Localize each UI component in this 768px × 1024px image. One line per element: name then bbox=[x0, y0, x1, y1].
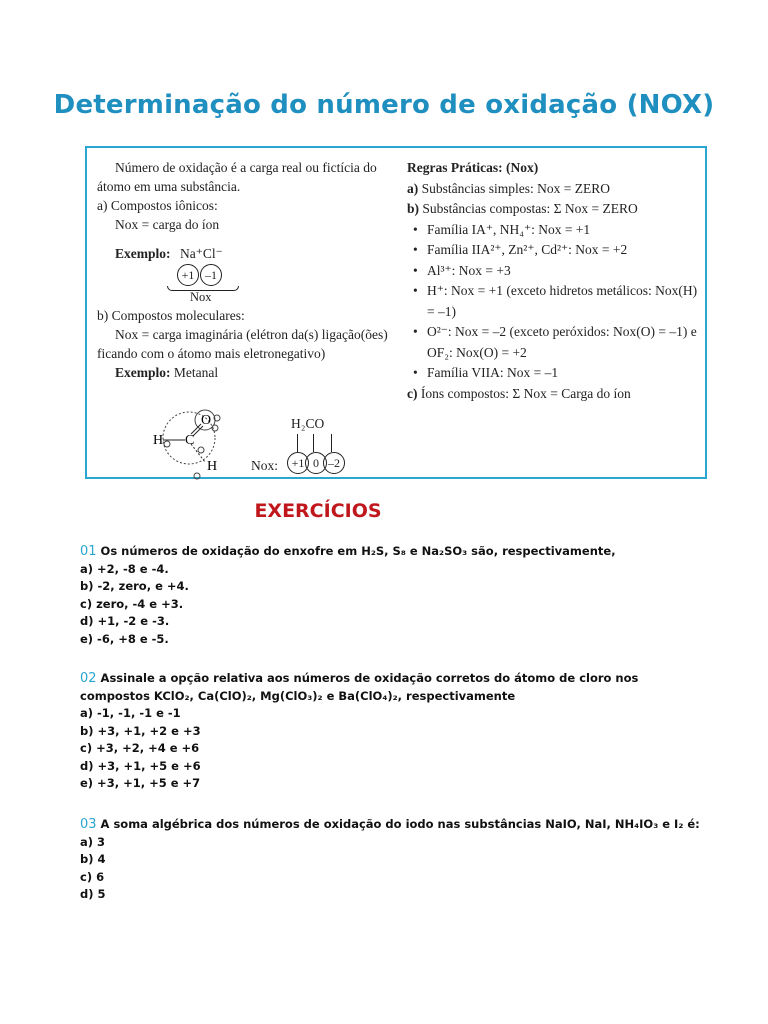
answer-option: d) 5 bbox=[80, 887, 106, 901]
rule-b bbox=[407, 199, 702, 220]
rule-bullet: • O²⁻: Nox = –2 (exceto peróxidos: Nox(O) = –1) e OF₂: Nox(O) = +2 bbox=[407, 322, 702, 363]
methanal-structure bbox=[97, 398, 397, 483]
ionic-rule: Nox = carga do íon bbox=[115, 217, 220, 232]
struct-atom-o: O bbox=[201, 413, 212, 428]
methanal-nox-h: +1 bbox=[287, 452, 309, 474]
answer-option: c) +3, +2, +4 e +6 bbox=[80, 741, 200, 755]
answer-option: b) -2, zero, e +4. bbox=[80, 579, 189, 593]
answer-option: d) +1, -2 e -3. bbox=[80, 614, 170, 628]
answer-option: e) +3, +1, +5 e +7 bbox=[80, 776, 201, 790]
rule-bullet: • Família IA⁺, NH₄⁺: Nox = +1 bbox=[407, 220, 702, 241]
methanal-formula: H₂CO bbox=[291, 416, 325, 431]
definition-text: Número de oxidação é a carga real ou fictícia do átomo em uma substância. bbox=[97, 160, 377, 194]
struct-atom-h-bottom: H bbox=[207, 459, 218, 474]
struct-atom-h-left: H bbox=[153, 433, 164, 448]
answer-option: e) -6, +8 e -5. bbox=[80, 631, 169, 646]
ionic-nox-label: Nox bbox=[190, 290, 212, 304]
example2-name: Metanal bbox=[173, 365, 219, 380]
theory-right-column bbox=[407, 158, 702, 404]
rule-bullet: • Família IIA²⁺, Zn²⁺, Cd²⁺: Nox = +2 bbox=[407, 240, 702, 261]
ionic-example bbox=[97, 238, 397, 304]
page-title: Determinação do número de oxidação (NOX) bbox=[53, 90, 715, 120]
rule-a bbox=[407, 179, 702, 200]
answer-option: a) 3 bbox=[80, 834, 106, 849]
rule-c-text: Íons compostos: Σ Nox = Carga do íon bbox=[417, 385, 631, 401]
answer-option: a) -1, -1, -1 e -1 bbox=[80, 706, 181, 720]
rule-b-label: b) bbox=[407, 201, 420, 216]
theory-box bbox=[85, 146, 707, 479]
ionic-formula: Na⁺Cl⁻ bbox=[180, 246, 223, 261]
example-label: Exemplo: bbox=[115, 246, 171, 261]
question-number: 03 bbox=[80, 817, 97, 832]
molecular-heading: b) Compostos moleculares: bbox=[97, 308, 245, 323]
rule-bullet: • Família VIIA: Nox = –1 bbox=[407, 363, 702, 384]
question-stem: A soma algébrica dos números de oxidação do iodo nas substâncias NaIO, NaI, NH₄IO₃ e I₂ é: bbox=[100, 817, 700, 831]
question-03 bbox=[80, 816, 700, 904]
question-01 bbox=[80, 543, 700, 648]
question-stem: Os números de oxidação do enxofre em H₂S, S₈ e Na₂SO₃ são, respectivamente, bbox=[100, 544, 616, 558]
exercises-title: EXERCÍCIOS bbox=[254, 500, 382, 522]
molecular-rule: Nox = carga imaginária (elétron da(s) ligação(ões) ficando com o átomo mais eletronegativo) bbox=[97, 327, 388, 361]
answer-option: a) +2, -8 e -4. bbox=[80, 561, 169, 576]
rule-c bbox=[407, 384, 702, 405]
ionic-nox-cl: –1 bbox=[200, 264, 222, 286]
answer-option: c) zero, -4 e +3. bbox=[80, 596, 184, 611]
example2-line bbox=[97, 363, 397, 382]
question-number: 01 bbox=[80, 544, 97, 559]
answer-option: b) +3, +1, +2 e +3 bbox=[80, 723, 201, 738]
ionic-heading: a) Compostos iônicos: bbox=[97, 198, 218, 213]
rule-c-label: c) bbox=[407, 385, 418, 401]
struct-atom-c: C bbox=[185, 433, 195, 448]
rule-a-text: Substâncias simples: Nox = ZERO bbox=[418, 180, 610, 196]
question-number: 02 bbox=[80, 671, 97, 686]
rule-a-label: a) bbox=[407, 180, 419, 196]
rules-heading: Regras Práticas: (Nox) bbox=[407, 160, 539, 175]
question-02 bbox=[80, 670, 700, 793]
theory-left-column bbox=[97, 158, 397, 474]
rule-bullet: • Al³⁺: Nox = +3 bbox=[407, 261, 702, 282]
answer-option: c) 6 bbox=[80, 869, 105, 884]
methanal-nox-c: 0 bbox=[305, 452, 327, 474]
answer-option: d) +3, +1, +5 e +6 bbox=[80, 758, 201, 773]
question-stem: Assinale a opção relativa aos números de oxidação corretos do átomo de cloro nos compostos KClO₂, Ca(ClO)₂, Mg(ClO₃)₂ e Ba(ClO₄)₂, respectivamente bbox=[80, 671, 639, 703]
rule-b-text: Substâncias compostas: Σ Nox = ZERO bbox=[419, 201, 638, 216]
rule-bullet: • H⁺: Nox = +1 (exceto hidretos metálicos: Nox(H) = –1) bbox=[407, 281, 702, 322]
example2-label: Exemplo: bbox=[115, 365, 171, 380]
answer-option: b) 4 bbox=[80, 852, 106, 866]
ionic-nox-na: +1 bbox=[177, 264, 199, 286]
methanal-nox-label: Nox: bbox=[251, 458, 278, 473]
methanal-lines bbox=[295, 434, 335, 454]
methanal-nox-o: –2 bbox=[323, 452, 345, 474]
